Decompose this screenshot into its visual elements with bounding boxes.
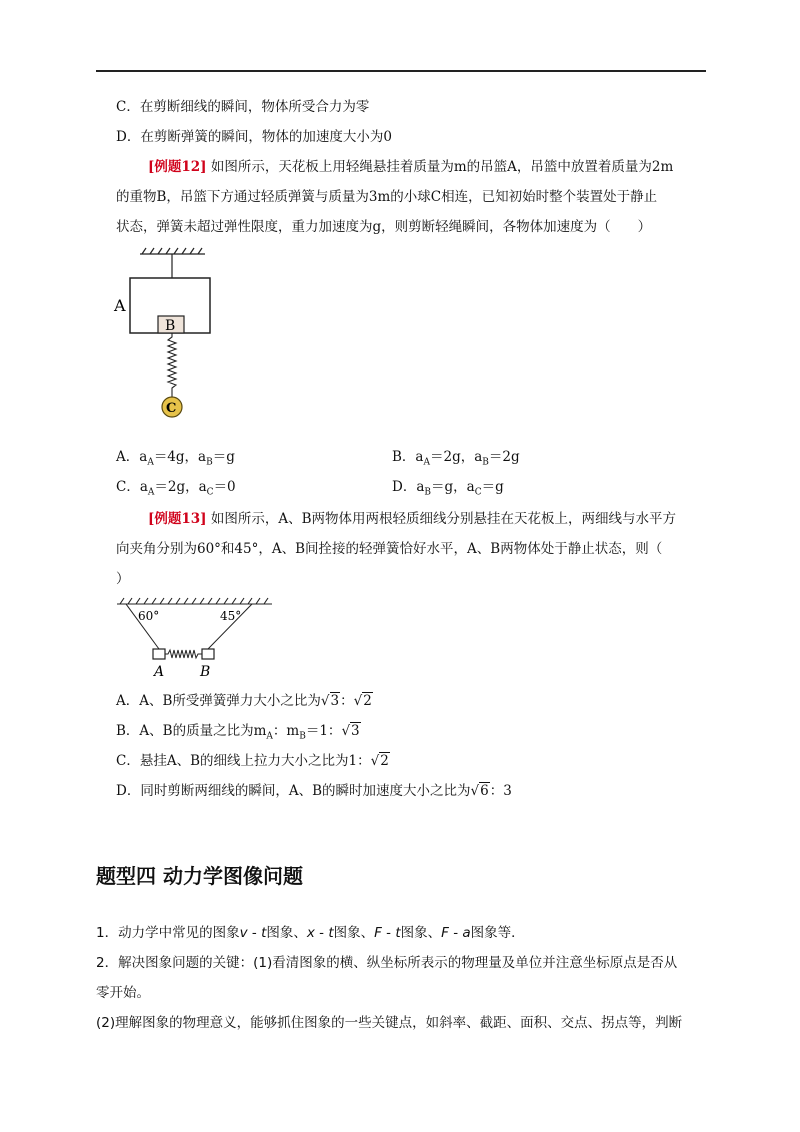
- example13-option-c: C．悬挂A、B的细线上拉力大小之比为1：√2: [116, 753, 389, 769]
- example13-option-a: A．A、B所受弹簧弹力大小之比为√3：√2: [116, 693, 372, 709]
- angle-60: 60°: [138, 609, 160, 623]
- two-blocks-figure: [112, 592, 282, 682]
- example13-option-d: D．同时剪断两细线的瞬间，A、B的瞬时加速度大小之比为√6：3: [116, 783, 512, 799]
- example12-tag: [例题12]: [148, 159, 207, 175]
- example12-line1: [148, 158, 673, 176]
- example13-option-b: B．A、B的质量之比为$m_A$：$m_B=1$：√3: [116, 723, 360, 742]
- section-paragraph-3: (2)理解图象的物理意义，能够抓住图象的一些关键点，如斜率、截距、面积、交点、拐点等，判断: [96, 1015, 683, 1031]
- example13-tag: [例题13]: [148, 511, 207, 527]
- section-paragraph-1: 1．动力学中常见的图象v - t图象、x - t图象、F - t图象、F - a图象等．: [96, 925, 525, 941]
- section-paragraph-2b: 零开始。: [96, 985, 150, 1001]
- ceiling-hatch: [140, 248, 205, 254]
- angle-45: 45°: [220, 609, 242, 623]
- spring: [168, 333, 176, 397]
- block-a: [153, 649, 165, 659]
- label-a: A: [114, 296, 126, 315]
- section-title: 题型四 动力学图像问题: [96, 864, 303, 888]
- example13-line2: 向夹角分别为60°和45°，A、B间拴接的轻弹簧恰好水平，A、B两物体处于静止状态，则（: [116, 541, 663, 557]
- example13-line3: ）: [116, 571, 130, 587]
- header-rule: [96, 70, 706, 72]
- example12-option-c: C．$a_A=2g$，$a_C=0$: [116, 479, 236, 498]
- example12-line3: 状态，弹簧未超过弹性限度，重力加速度为g，则剪断轻绳瞬间，各物体加速度为（ ）: [116, 219, 652, 235]
- block-b: [202, 649, 214, 659]
- label-b: B: [165, 318, 176, 334]
- ceiling-hatch: [117, 598, 272, 604]
- example12-line2: 的重物B，吊篮下方通过轻质弹簧与质量为3m的小球C相连，已知初始时整个装置处于静止: [116, 189, 658, 205]
- example12-option-a: A．$a_A=4g$，$a_B=g$: [116, 449, 235, 468]
- prev-option-c: C．在剪断细线的瞬间，物体所受合力为零: [116, 99, 370, 115]
- example12-option-b: B．$a_A=2g$，$a_B=2g$: [392, 449, 520, 468]
- example13-text1: 如图所示，A、B两物体用两根轻质细线分别悬挂在天花板上，两细线与水平方: [206, 511, 677, 527]
- basket-spring-figure: [110, 246, 230, 426]
- prev-option-d: D．在剪断弹簧的瞬间，物体的加速度大小为0: [116, 129, 392, 145]
- example13-line1: [148, 510, 676, 528]
- example12-text1: 如图所示，天花板上用轻绳悬挂着质量为m的吊篮A，吊篮中放置着质量为2m: [206, 159, 674, 175]
- spring: [165, 650, 202, 658]
- example12-option-d: D．$a_B=g$，$a_C=g$: [392, 479, 504, 498]
- label-b: B: [200, 664, 211, 680]
- section-paragraph-2a: 2．解决图象问题的关键：(1)看清图象的横、纵坐标所表示的物理量及单位并注意坐标原点是否从: [96, 955, 678, 971]
- label-c: C: [166, 401, 177, 416]
- label-a: A: [154, 664, 165, 680]
